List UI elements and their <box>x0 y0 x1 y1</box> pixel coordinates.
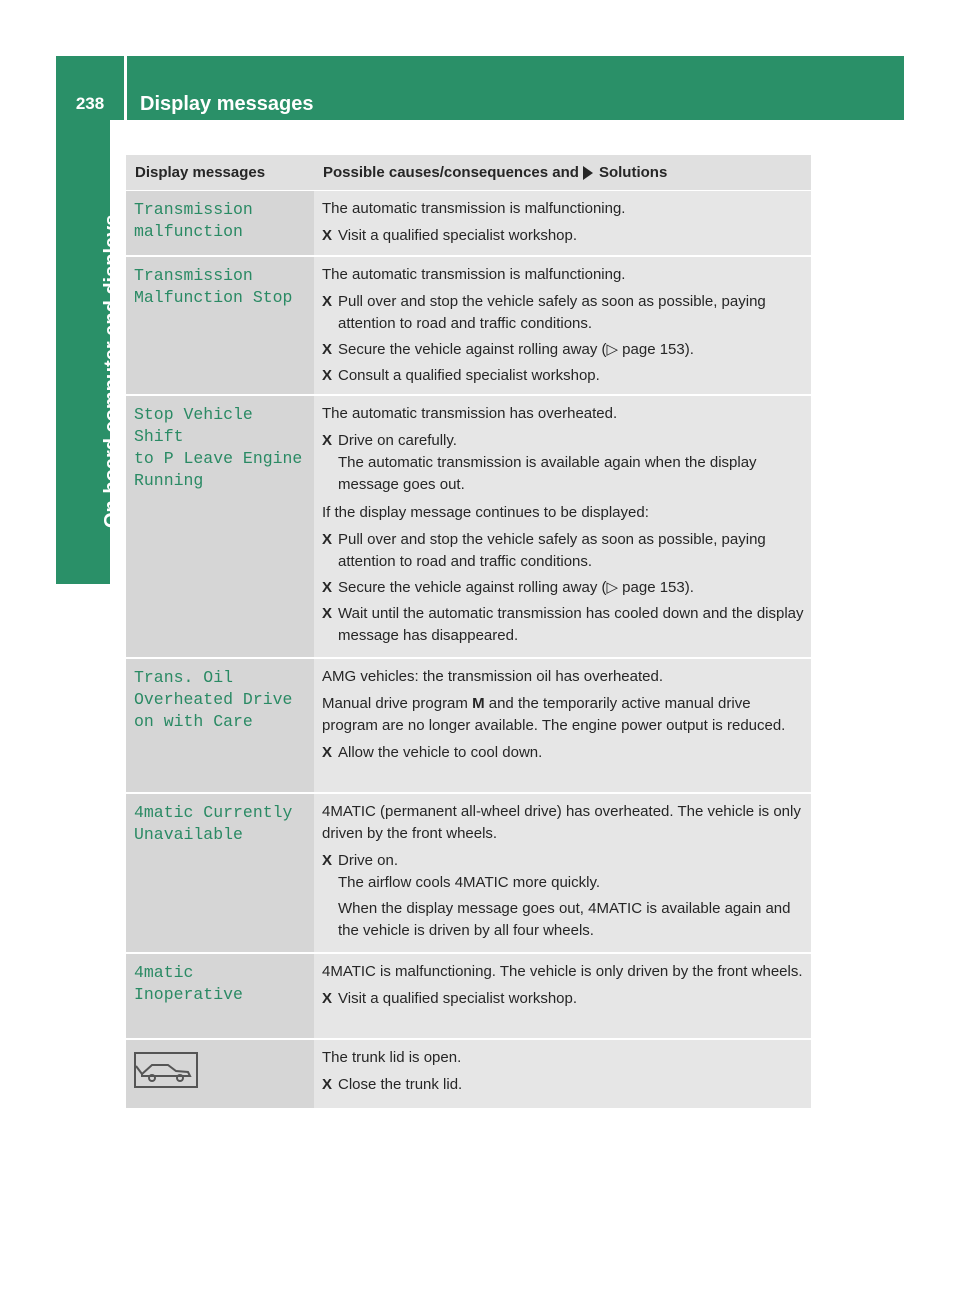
table-row <box>126 257 811 396</box>
step-marker: X <box>322 367 333 384</box>
solution-text: Allow the vehicle to cool down. <box>338 744 543 761</box>
table-row <box>126 794 811 954</box>
cause-text: The automatic transmission is malfunctioning. <box>322 200 626 217</box>
message-cell <box>126 954 314 1038</box>
cause-text: The trunk lid is open. <box>322 1049 462 1066</box>
message-cell <box>126 659 314 792</box>
solution-text: Visit a qualified specialist workshop. <box>338 990 578 1007</box>
column-header-causes <box>314 164 811 181</box>
cause-text <box>322 693 805 737</box>
solution-step <box>322 577 805 599</box>
column-header-solutions-label: Solutions <box>598 164 668 181</box>
table-row <box>126 659 811 794</box>
side-section-label: On-board computer and displays <box>101 214 123 528</box>
solution-step <box>322 339 805 361</box>
solution-step <box>322 1074 805 1096</box>
solution-step <box>322 529 805 573</box>
display-message-text: 4matic Inoperative <box>134 963 243 1004</box>
solution-step <box>322 850 805 894</box>
cause-text: The automatic transmission is malfunctioning. <box>322 266 626 283</box>
message-cell <box>126 191 314 255</box>
solution-step <box>322 603 805 647</box>
cause-text: The automatic transmission has overheated. <box>322 405 618 422</box>
table-row <box>126 1040 811 1108</box>
cause-text-part: and the temporarily active manual drive program are no longer available. The engine power output is reduced. <box>322 695 786 734</box>
solution-text: Close the trunk lid. <box>338 1076 463 1093</box>
cause-cell <box>314 1040 811 1108</box>
step-marker: X <box>322 744 333 761</box>
column-header-causes-label: Possible causes/consequences and <box>323 164 579 181</box>
step-marker: X <box>322 293 333 310</box>
solution-text: Visit a qualified specialist workshop. <box>338 227 578 244</box>
solution-note: The automatic transmission is available again when the display message goes out. <box>338 454 757 493</box>
step-marker: X <box>322 605 333 622</box>
column-header-messages: Display messages <box>135 164 266 181</box>
cause-text: 4MATIC is malfunctioning. The vehicle is only driven by the front wheels. <box>322 963 803 980</box>
solution-text <box>338 850 805 894</box>
drive-program-label: M <box>472 695 485 712</box>
step-marker: X <box>322 531 333 548</box>
display-message-text: Transmission Malfunction Stop <box>134 266 293 307</box>
solution-text: Consult a qualified specialist workshop. <box>338 367 600 384</box>
solution-step <box>322 988 805 1010</box>
solution-arrow-icon <box>583 166 593 180</box>
table-row <box>126 954 811 1040</box>
step-marker: X <box>322 432 333 449</box>
display-message-text: Stop Vehicle Shift to P Leave Engine Running <box>134 405 303 490</box>
display-messages-table <box>126 155 811 1108</box>
cause-cell <box>314 257 811 394</box>
step-marker: X <box>322 227 333 244</box>
cause-cell <box>314 659 811 792</box>
solution-step <box>322 430 805 496</box>
message-cell <box>126 396 314 657</box>
message-cell <box>126 1040 314 1108</box>
step-marker: X <box>322 852 333 869</box>
solution-step <box>322 225 805 247</box>
table-row <box>126 191 811 257</box>
solution-text: Wait until the automatic transmission has cooled down and the display message has disappeared. <box>338 605 804 644</box>
solution-note: When the display message goes out, 4MATIC is available again and the vehicle is driven by all four wheels. <box>338 900 791 939</box>
cause-cell <box>314 396 811 657</box>
solution-text-main: Drive on. <box>338 852 399 869</box>
message-cell <box>126 794 314 952</box>
solution-note: The airflow cools 4MATIC more quickly. <box>338 874 601 891</box>
cause-cell <box>314 794 811 952</box>
solution-step <box>322 291 805 335</box>
cause-cell <box>314 954 811 1038</box>
cause-text: AMG vehicles: the transmission oil has overheated. <box>322 668 663 685</box>
display-message-text: Transmission malfunction <box>134 200 253 241</box>
trunk-open-icon <box>134 1052 198 1088</box>
step-marker: X <box>322 1076 333 1093</box>
solution-text: Secure the vehicle against rolling away (▷ page 153). <box>338 341 694 358</box>
solution-text-main: Drive on carefully. <box>338 432 457 449</box>
solution-step <box>322 365 805 387</box>
solution-text <box>338 430 805 496</box>
cause-text-part: Manual drive program <box>322 695 473 712</box>
step-marker: X <box>322 341 333 358</box>
cause-cell <box>314 191 811 255</box>
solution-text: Secure the vehicle against rolling away (▷ page 153). <box>338 579 694 596</box>
cause-text: If the display message continues to be displayed: <box>322 504 649 521</box>
cause-text: 4MATIC (permanent all-wheel drive) has overheated. The vehicle is only driven by the front wheels. <box>322 803 801 842</box>
solution-step <box>322 742 805 764</box>
message-cell <box>126 257 314 394</box>
step-marker: X <box>322 990 333 1007</box>
display-message-text: Trans. Oil Overheated Drive on with Care <box>134 668 293 731</box>
page-number: 238 <box>75 94 105 113</box>
solution-text: Pull over and stop the vehicle safely as soon as possible, paying attention to road and traffic conditions. <box>338 531 766 570</box>
page-title: Display messages <box>140 93 314 115</box>
solution-text: Pull over and stop the vehicle safely as soon as possible, paying attention to road and traffic conditions. <box>338 293 766 332</box>
step-marker: X <box>322 579 333 596</box>
table-row <box>126 396 811 659</box>
header-divider <box>124 56 127 120</box>
display-message-text: 4matic Currently Unavailable <box>134 803 293 844</box>
table-header <box>126 155 811 191</box>
